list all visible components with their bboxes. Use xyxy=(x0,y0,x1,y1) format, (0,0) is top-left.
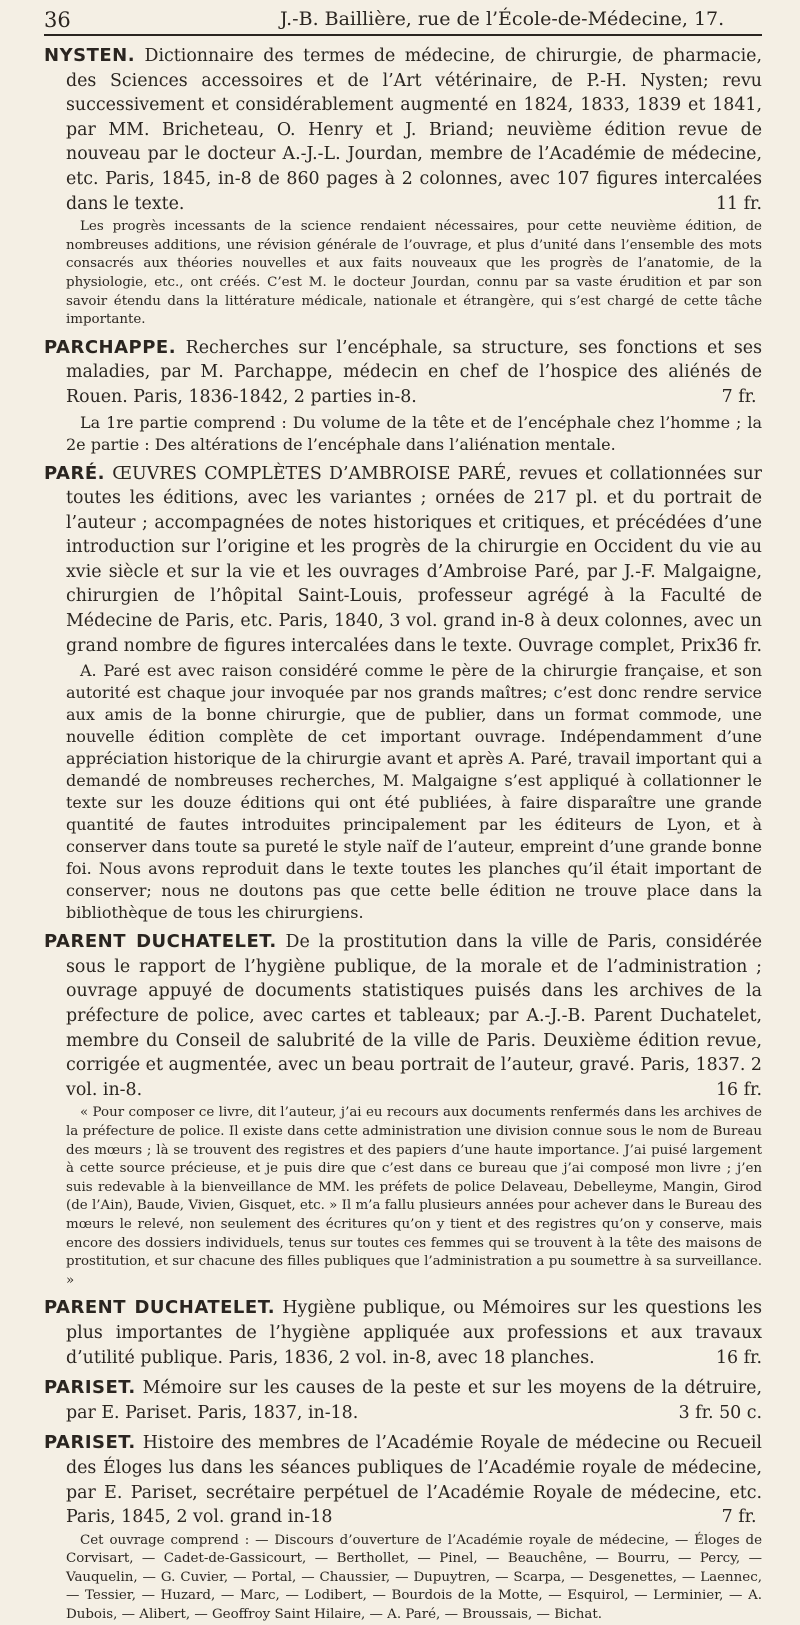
entry-body xyxy=(44,1431,762,1529)
entry-nysten xyxy=(44,44,762,330)
entry-text: Hygiène publique, ou Mémoires sur les questions les plus importantes de l’hygiène appliquée aux professions et aux travaux d’utilité publique. Paris, 1836, 2 vol. in-8, avec 18 planches. xyxy=(66,1298,763,1368)
entry-price: 3 fr. 50 c. xyxy=(678,1402,762,1423)
running-head xyxy=(44,6,762,36)
entry-body xyxy=(44,1376,762,1425)
entry-body xyxy=(44,930,762,1102)
entry-text: Recherches sur l’encéphale, sa structure, ses fonctions et ses maladies, par M. Parchappe, médecin en chef de l’hospice des aliénés de Rouen. Paris, 1836-1842, 2 parties in-8. xyxy=(66,337,763,407)
entry-text: Dictionnaire des termes de médecine, de chirurgie, de pharmacie, des Sciences accessoires et de l’Art vétérinaire, de P.-H. Nysten; revu successivement et considérablement augmenté en 1824, 1833, 1839 et 1841, par MM. Bricheteau, O. Henry et J. Briand; neuvième édition revue de nouveau par le docteur A.-J.-L. Jourdan, membre de l’Académie de médecine, etc. Paris, 1845, in-8 de 860 pages à 2 colonnes, avec 107 figures intercalées dans le texte. xyxy=(66,46,762,214)
entry-note: La 1re partie comprend : Du volume de la tête et de l’encéphale chez l’homme ; la 2e partie : Des altérations de l’encéphale dans l’aliénation mentale. xyxy=(66,412,762,454)
entry-body xyxy=(44,1296,762,1370)
entry-pariset-eloges xyxy=(44,1431,762,1624)
entry-price: 36 fr. xyxy=(715,635,762,656)
entry-text: ŒUVRES COMPLÈTES D’AMBROISE PARÉ, revues et collationnées sur toutes les éditions, avec les variantes ; ornées de 217 pl. et du portrait de l’auteur ; accompagnées de notes historiques et critiques, et précédées d’une introduction sur l’origine et les progrès de la chirurgie en Occident du vie au xvie siècle et sur la vie et les ouvrages d’Ambroise Paré, par J.-F. Malgaigne, chirurgien de l’hôpital Saint-Louis, professeur agrégé à la Faculté de Médecine de Paris, etc. Paris, 1840, 3 vol. grand in-8 à deux colonnes, avec un grand nombre de figures intercalées dans le texte. Ouvrage complet, Prix : xyxy=(66,463,762,656)
entry-heading: PARÉ. xyxy=(44,462,105,484)
entry-price: 16 fr. xyxy=(715,1079,762,1100)
entry-parent-duchatelet-hygiene xyxy=(44,1296,762,1370)
entry-text: De la prostitution dans la ville de Paris, considérée sous le rapport de l’hygiène publique, de la morale et de l’administration ; ouvrage appuyé de documents statistiques puisés dans les archives de la préfecture de police, avec cartes et tableaux; par A.-J.-B. Parent Duchatelet, membre du Conseil de salubrité de la ville de Paris. Deuxième édition revue, corrigée et augmentée, avec un beau portrait de l’auteur, gravé. Paris, 1837. 2 vol. in-8. xyxy=(66,932,763,1100)
entry-note: A. Paré est avec raison considéré comme le père de la chirurgie française, et son autorité est chaque jour invoquée par nos grands maîtres; c’est donc rendre service aux amis de la bonne chirurgie, que de publier, dans un format commode, une nouvelle édition complète de cet important ouvrage. Indépendamment d’une appréciation historique de la chirurgie avant et après A. Paré, travail important qui a demandé de nombreuses recherches, M. Malgaigne s’est appliqué à collationner le texte sur les douze éditions qui ont été publiées, à faire disparaître une grande quantité de fautes introduites principalement par les éditeurs de Lyon, et à conserver dans toute sa pureté le style naïf de l’auteur, empreint d’une grande bonne foi. Nous avons reproduit dans le texte toutes les planches qu’il était important de conserver; nous ne doutons pas que cette belle édition ne trouve place dans la bibliothèque de tous les chirurgiens. xyxy=(66,661,762,923)
entry-text: Mémoire sur les causes de la peste et sur les moyens de la détruire, par E. Pariset. Paris, 1837, in-18. xyxy=(66,1378,762,1423)
entry-price: 7 fr. xyxy=(721,386,757,407)
entry-price: 16 fr. xyxy=(715,1347,762,1368)
entry-note: Les progrès incessants de la science rendaient nécessaires, pour cette neuvième édition, de nombreuses additions, une révision générale de l’ouvrage, et plus d’unité dans l’ensemble des mots consacrés aux théories nouvelles et aux faits nouveaux que les progrès de l’anatomie, de la physiologie, etc., ont créés. C’est M. le docteur Jourdan, connu par sa vaste érudition et par son savoir étendu dans la littérature médicale, nationale et étrangère, qui s’est chargé de cette tâche importante. xyxy=(66,219,762,328)
entry-body xyxy=(44,336,762,410)
entry-heading: PARENT DUCHATELET. xyxy=(44,931,277,953)
entry-pare xyxy=(44,462,762,925)
entry-text: Histoire des membres de l’Académie Royale de médecine ou Recueil des Éloges lus dans les séances publiques de l’Académie royale de médecine, par E. Pariset, secrétaire perpétuel de l’Académie Royale de médecine, etc. Paris, 1845, 2 vol. grand in-18 xyxy=(66,1433,762,1528)
entry-heading: PARISET. xyxy=(44,1377,136,1399)
entry-parent-duchatelet-prostitution xyxy=(44,930,762,1290)
running-title: J.-B. Baillière, rue de l’École-de-Médecine, 17. xyxy=(280,8,725,30)
entry-body xyxy=(44,462,762,659)
page-number: 36 xyxy=(44,8,71,32)
entry-body xyxy=(44,44,762,216)
entry-heading: PARENT DUCHATELET. xyxy=(44,1297,276,1319)
entry-heading: PARCHAPPE. xyxy=(44,336,177,358)
entry-heading: NYSTEN. xyxy=(44,45,136,66)
entry-price: 7 fr. xyxy=(721,1507,757,1528)
entry-price: 11 fr. xyxy=(715,193,762,214)
entry-heading: PARISET. xyxy=(44,1432,136,1454)
entry-note: Cet ouvrage comprend : — Discours d’ouverture de l’Académie royale de médecine, — Éloges de Corvisart, — Cadet-de-Gassicourt, — Berthollet, — Pinel, — Beauchêne, — Bourru, — Percy, — Vauquelin, — G. Cuvier, — Portal, — Chaussier, — Dupuytren, — Scarpa, — Desgenettes, — Laennec, — Tessier, — Huzard, — Marc, — Lodibert, — Bourdois de la Motte, — Esquirol, — Lerminier, — A. Dubois, — Alibert, — Geoffroy Saint Hilaire, — A. Paré, — Broussais, — Bichat. xyxy=(66,1532,762,1623)
entry-note: « Pour composer ce livre, dit l’auteur, j’ai eu recours aux documents renfermés dans les archives de la préfecture de police. Il existe dans cette administration une division connue sous le nom de Bureau des mœurs ; là se trouvent des registres et des papiers d’une haute importance. J’ai puisé largement à cette source précieuse, et je puis dire que c’est dans ce bureau que j’ai composé mon livre ; j’en suis redevable à la bienveillance de MM. les préfets de police Delaveau, Debelleyme, Mangin, Girod (de l’Ain), Baude, Vivien, Gisquet, etc. » Il m’a fallu plusieurs années pour achever dans le Bureau des mœurs le relevé, non seulement des écritures qu’on y tient et des registres qu’on y conserve, mais encore des dossiers individuels, tenus sur toutes ces femmes qui se trouvent à la tête des maisons de prostitution, et sur chacune des filles publiques que l’administration a pu soumettre à sa surveillance. » xyxy=(66,1105,762,1288)
entry-pariset-peste xyxy=(44,1376,762,1425)
entry-parchappe xyxy=(44,336,762,456)
